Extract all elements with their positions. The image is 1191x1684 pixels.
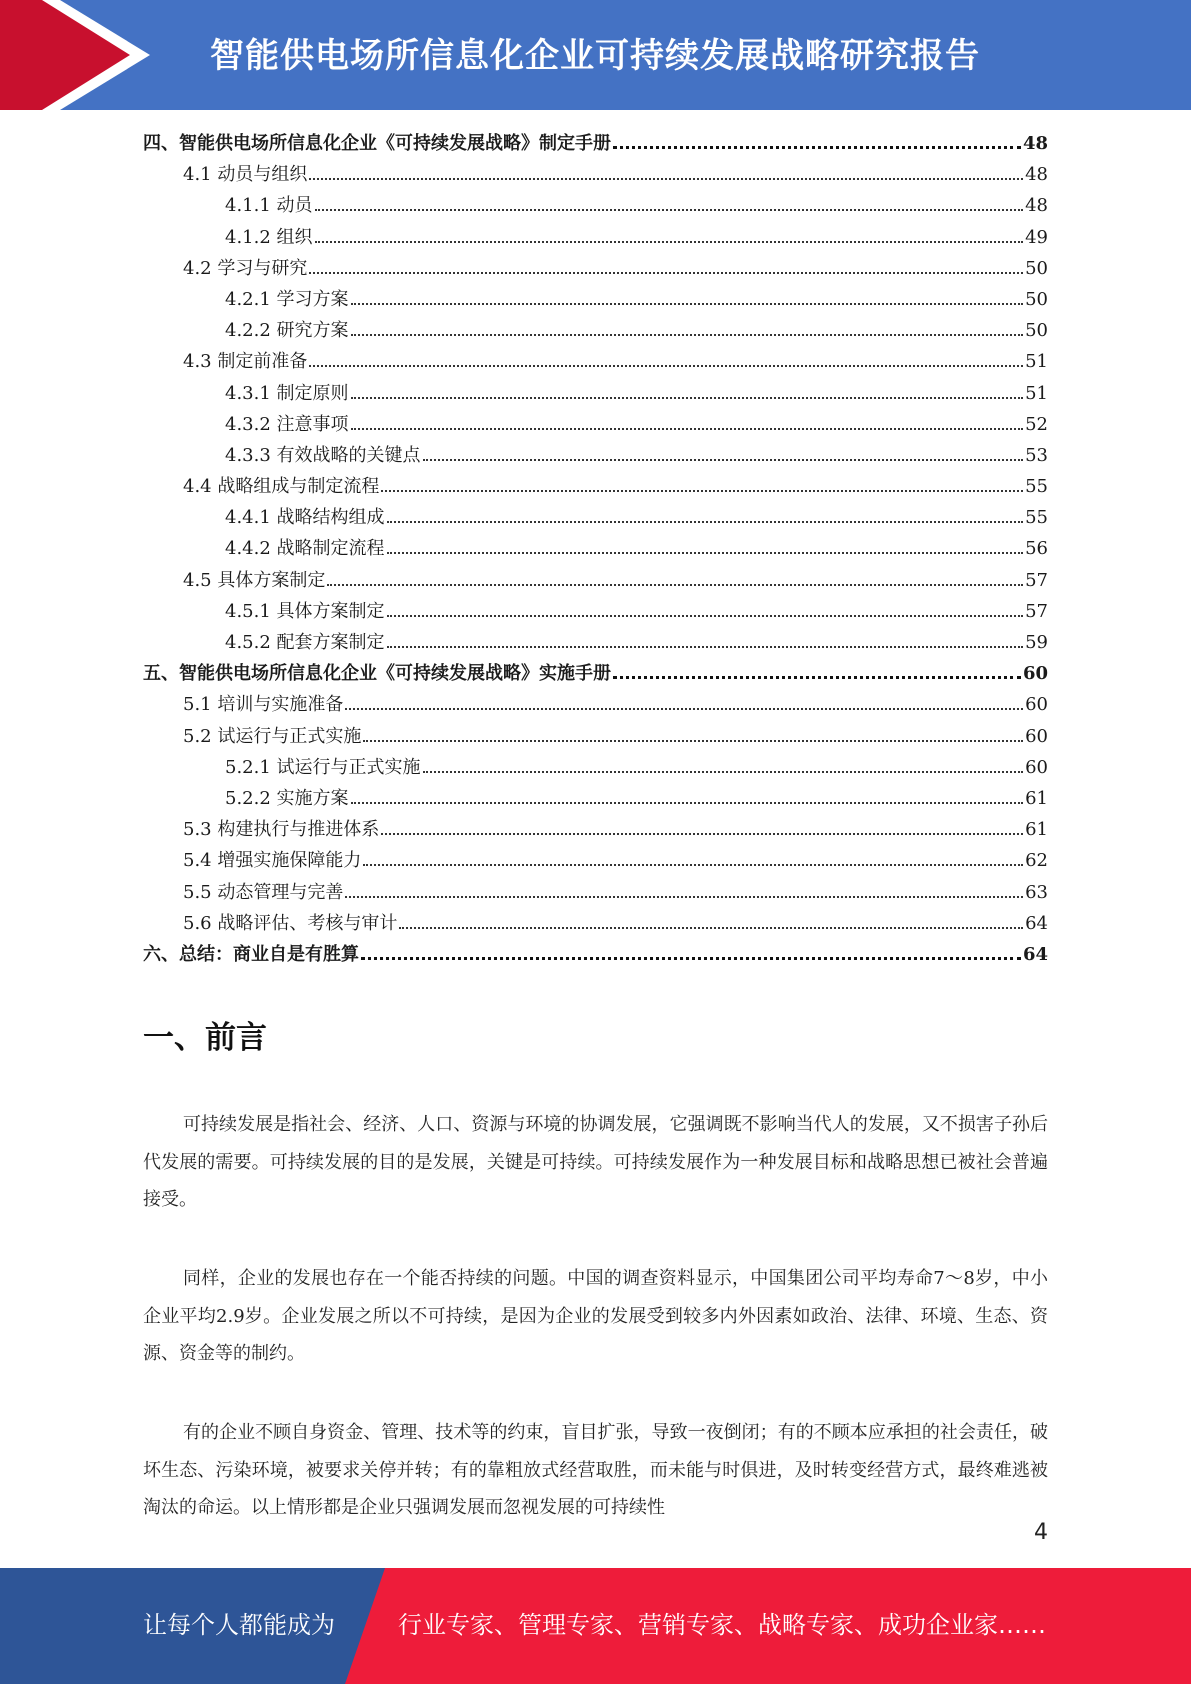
toc-dot-leader — [361, 957, 1021, 960]
toc-entry[interactable] — [143, 159, 1048, 190]
toc-entry-page: 51 — [1025, 351, 1048, 373]
toc-entry[interactable] — [143, 533, 1048, 564]
page-number: 4 — [1034, 1520, 1048, 1545]
toc-entry[interactable] — [143, 502, 1048, 533]
toc-entry[interactable] — [143, 565, 1048, 596]
toc-dot-leader — [387, 521, 1024, 523]
toc-entry-page: 64 — [1022, 943, 1048, 965]
toc-entry[interactable] — [143, 409, 1048, 440]
toc-entry[interactable] — [143, 814, 1048, 845]
page-footer — [0, 1568, 1191, 1684]
toc-entry-title: 4.4 战略组成与制定流程 — [183, 476, 380, 498]
toc-entry-title: 4.3 制定前准备 — [183, 351, 308, 373]
toc-entry-title: 4.3.3 有效战略的关键点 — [225, 444, 421, 466]
toc-entry-page: 61 — [1025, 787, 1048, 809]
toc-entry-page: 48 — [1025, 164, 1048, 186]
toc-entry-title: 5.3 构建执行与推进体系 — [183, 819, 380, 841]
toc-dot-leader — [381, 490, 1023, 492]
toc-entry-title: 五、智能供电场所信息化企业《可持续发展战略》实施手册 — [143, 663, 611, 685]
toc-dot-leader — [613, 676, 1021, 679]
toc-entry-page: 57 — [1025, 600, 1048, 622]
toc-dot-leader — [351, 802, 1024, 804]
paragraph: 有的企业不顾自身资金、管理、技术等的约束，盲目扩张，导致一夜倒闭；有的不顾本应承担的社会责任，破坏生态、污染环境，被要求关停并转；有的靠粗放式经营取胜，而未能与时俱进，及时转变经营方式，最终难逃被淘汰的命运。以上情形都是企业只强调发展而忽视发展的可持续性 — [143, 1422, 1048, 1518]
toc-entry[interactable] — [143, 689, 1048, 720]
document-title: 智能供电场所信息化企业可持续发展战略研究报告 — [210, 36, 980, 76]
toc-entry-title: 4.5 具体方案制定 — [183, 569, 326, 591]
toc-entry-title: 4.5.2 配套方案制定 — [225, 632, 385, 653]
footer-slogan-left: 让每个人都能成为 — [143, 1611, 335, 1639]
toc-dot-leader — [363, 740, 1023, 742]
toc-entry-page: 52 — [1025, 413, 1048, 435]
toc-entry-title: 5.6 战略评估、考核与审计 — [183, 912, 398, 934]
toc-entry-title: 4.5.1 具体方案制定 — [225, 600, 385, 622]
toc-entry[interactable] — [143, 627, 1048, 658]
toc-entry[interactable] — [143, 877, 1048, 908]
toc-entry-title: 5.4 增强实施保障能力 — [183, 850, 362, 872]
toc-entry-page: 50 — [1025, 320, 1048, 342]
toc-entry-title: 六、总结：商业自是有胜算 — [143, 943, 359, 965]
paragraph: 同样，企业的发展也存在一个能否持续的问题。中国的调查资料显示，中国集团公司平均寿命7～8岁，中小企业平均2.9岁。企业发展之所以不可持续，是因为企业的发展受到较多内外因素如政治、法律、环境、生态、资源、资金等的制约。 — [143, 1268, 1048, 1364]
toc-entry[interactable] — [143, 845, 1048, 876]
toc-entry[interactable] — [143, 658, 1048, 689]
section-heading: 一、前言 — [143, 1020, 267, 1056]
toc-entry[interactable] — [143, 596, 1048, 627]
toc-entry-page: 60 — [1025, 694, 1048, 716]
toc-entry-title: 4.3.1 制定原则 — [225, 382, 349, 404]
toc-dot-leader — [381, 833, 1023, 835]
toc-dot-leader — [423, 771, 1024, 773]
toc-dot-leader — [423, 459, 1024, 461]
toc-entry-title: 5.2.1 试运行与正式实施 — [225, 756, 421, 778]
toc-dot-leader — [387, 615, 1024, 617]
toc-entry-title: 4.1.1 动员 — [225, 195, 313, 217]
toc-entry-page: 50 — [1025, 288, 1048, 310]
toc-dot-leader — [351, 303, 1024, 305]
toc-entry[interactable] — [143, 908, 1048, 939]
toc-entry-page: 63 — [1025, 881, 1048, 903]
toc-entry-title: 4.4.2 战略制定流程 — [225, 538, 385, 560]
toc-entry[interactable] — [143, 721, 1048, 752]
toc-entry-page: 59 — [1025, 632, 1048, 653]
toc-entry-title: 4.1.2 组织 — [225, 226, 313, 248]
toc-dot-leader — [351, 428, 1024, 430]
toc-entry-page: 48 — [1025, 195, 1048, 217]
toc-dot-leader — [363, 864, 1023, 866]
toc-entry-page: 48 — [1022, 133, 1048, 154]
footer-slogan-right: 行业专家、管理专家、营销专家、战略专家、成功企业家…… — [398, 1611, 1046, 1639]
toc-entry[interactable] — [143, 128, 1048, 159]
toc-dot-leader — [399, 927, 1023, 929]
toc-entry-page: 60 — [1025, 756, 1048, 778]
toc-entry[interactable] — [143, 378, 1048, 409]
toc-entry-page: 61 — [1025, 819, 1048, 841]
toc-entry-page: 57 — [1025, 569, 1048, 591]
toc-dot-leader — [387, 646, 1024, 648]
toc-entry[interactable] — [143, 190, 1048, 221]
toc-dot-leader — [315, 241, 1024, 243]
page-header — [0, 0, 1191, 110]
toc-entry-title: 5.2.2 实施方案 — [225, 787, 349, 809]
toc-entry-page: 56 — [1025, 538, 1048, 560]
toc-entry-title: 4.4.1 战略结构组成 — [225, 507, 385, 529]
toc-entry-page: 53 — [1025, 444, 1048, 466]
toc-entry-page: 55 — [1025, 476, 1048, 498]
toc-entry-title: 4.3.2 注意事项 — [225, 413, 349, 435]
toc-entry-page: 60 — [1025, 725, 1048, 747]
toc-entry-page: 51 — [1025, 382, 1048, 404]
toc-entry[interactable] — [143, 284, 1048, 315]
toc-entry-title: 4.2.2 研究方案 — [225, 320, 349, 342]
toc-entry-title: 4.2.1 学习方案 — [225, 288, 349, 310]
header-arrow-graphic — [0, 0, 160, 110]
toc-dot-leader — [309, 272, 1023, 274]
toc-entry-title: 4.2 学习与研究 — [183, 257, 308, 279]
toc-entry[interactable] — [143, 752, 1048, 783]
toc-entry[interactable] — [143, 783, 1048, 814]
toc-entry-page: 60 — [1022, 663, 1048, 685]
toc-entry-title: 5.5 动态管理与完善 — [183, 881, 344, 903]
toc-dot-leader — [387, 552, 1024, 554]
toc-entry[interactable] — [143, 440, 1048, 471]
toc-entry-title: 四、智能供电场所信息化企业《可持续发展战略》制定手册 — [143, 133, 611, 154]
toc-entry[interactable] — [143, 315, 1048, 346]
toc-entry-page: 55 — [1025, 507, 1048, 529]
table-of-contents — [143, 128, 1048, 970]
toc-dot-leader — [309, 365, 1023, 367]
toc-entry-page: 64 — [1025, 912, 1048, 934]
toc-dot-leader — [309, 178, 1023, 180]
toc-dot-leader — [327, 584, 1023, 586]
toc-entry[interactable] — [143, 939, 1048, 970]
toc-dot-leader — [315, 209, 1024, 211]
toc-dot-leader — [345, 896, 1023, 898]
toc-entry[interactable] — [143, 471, 1048, 502]
toc-entry-page: 62 — [1025, 850, 1048, 872]
toc-dot-leader — [351, 334, 1024, 336]
toc-entry[interactable] — [143, 346, 1048, 377]
toc-dot-leader — [613, 146, 1021, 149]
toc-entry-title: 4.1 动员与组织 — [183, 164, 308, 186]
toc-entry-page: 49 — [1025, 226, 1048, 248]
toc-entry[interactable] — [143, 222, 1048, 253]
toc-entry-title: 5.2 试运行与正式实施 — [183, 725, 362, 747]
toc-dot-leader — [345, 708, 1023, 710]
toc-entry-page: 50 — [1025, 257, 1048, 279]
toc-entry[interactable] — [143, 253, 1048, 284]
toc-entry-title: 5.1 培训与实施准备 — [183, 694, 344, 716]
paragraph: 可持续发展是指社会、经济、人口、资源与环境的协调发展，它强调既不影响当代人的发展，又不损害子孙后代发展的需要。可持续发展的目的是发展，关键是可持续。可持续发展作为一种发展目标和战略思想已被社会普遍接受。 — [143, 1114, 1048, 1210]
toc-dot-leader — [351, 397, 1024, 399]
